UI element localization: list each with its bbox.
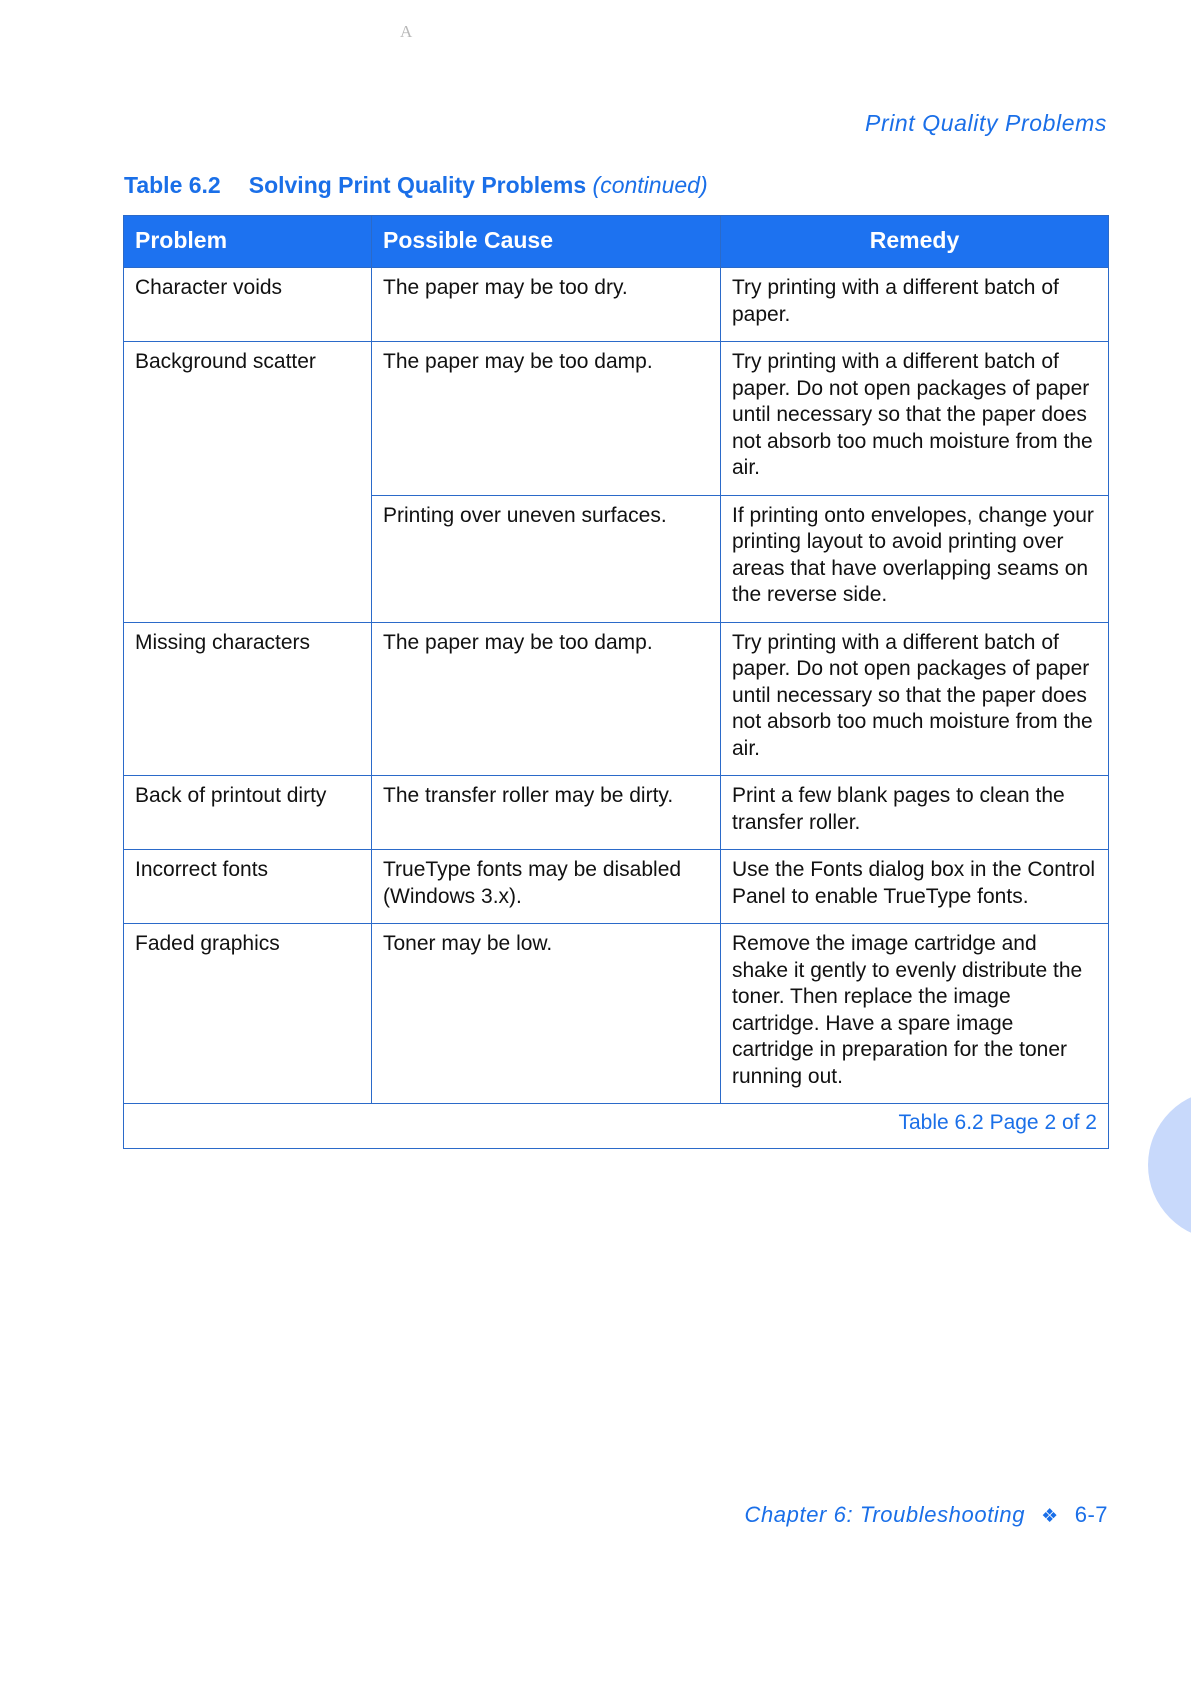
caption-continued: (continued) xyxy=(592,172,708,198)
remedy-cell: Print a few blank pages to clean the transfer roller. xyxy=(721,776,1109,850)
cause-cell: Toner may be low. xyxy=(372,924,721,1104)
corner-mark: A xyxy=(400,22,413,41)
remedy-cell: Try printing with a different batch of paper. Do not open packages of paper until necessary so that the paper does not absorb too much moisture from the air. xyxy=(721,342,1109,496)
cause-cell: The paper may be too damp. xyxy=(372,622,721,776)
table-row xyxy=(124,850,1109,924)
remedy-cell: Use the Fonts dialog box in the Control Panel to enable TrueType fonts. xyxy=(721,850,1109,924)
caption-number: Table 6.2 xyxy=(124,172,221,198)
problem-cell: Missing characters xyxy=(124,622,372,776)
problem-cell: Faded graphics xyxy=(124,924,372,1104)
problem-cell: Incorrect fonts xyxy=(124,850,372,924)
page-footer xyxy=(744,1502,1108,1528)
table-row xyxy=(124,924,1109,1104)
table-row xyxy=(124,268,1109,342)
header-possible-cause: Possible Cause xyxy=(372,216,721,268)
page-number: 6-7 xyxy=(1074,1502,1108,1527)
diamond-separator-icon: ❖ xyxy=(1041,1506,1059,1527)
footer-chapter: Chapter 6: Troubleshooting xyxy=(744,1502,1026,1527)
table-footer-row xyxy=(124,1104,1109,1149)
remedy-cell: If printing onto envelopes, change your printing layout to avoid printing over areas that have overlapping seams on the reverse side. xyxy=(721,495,1109,622)
header-remedy: Remedy xyxy=(721,216,1109,268)
table-caption xyxy=(124,172,708,199)
cause-cell: Printing over uneven surfaces. xyxy=(372,495,721,622)
table-header-row xyxy=(124,216,1109,268)
problem-cell: Character voids xyxy=(124,268,372,342)
remedy-cell: Try printing with a different batch of paper. Do not open packages of paper until necessary so that the paper does not absorb too much moisture from the air. xyxy=(721,622,1109,776)
running-head: Print Quality Problems xyxy=(865,110,1107,136)
cause-cell: The paper may be too damp. xyxy=(372,342,721,496)
table-row xyxy=(124,776,1109,850)
table-row xyxy=(124,622,1109,776)
caption-title: Solving Print Quality Problems xyxy=(248,172,587,198)
table-page-note: Table 6.2 Page 2 of 2 xyxy=(124,1104,1109,1149)
problem-cell: Background scatter xyxy=(124,342,372,623)
remedy-cell: Remove the image cartridge and shake it gently to evenly distribute the toner. Then replace the image cartridge. Have a spare image cartridge in preparation for the toner running out. xyxy=(721,924,1109,1104)
cause-cell: The paper may be too dry. xyxy=(372,268,721,342)
problem-cell: Back of printout dirty xyxy=(124,776,372,850)
header-problem: Problem xyxy=(124,216,372,268)
chapter-thumb-tab xyxy=(1148,1090,1191,1240)
remedy-cell: Try printing with a different batch of paper. xyxy=(721,268,1109,342)
table-row xyxy=(124,342,1109,496)
print-quality-table xyxy=(123,215,1109,1149)
cause-cell: The transfer roller may be dirty. xyxy=(372,776,721,850)
cause-cell: TrueType fonts may be disabled (Windows 3.x). xyxy=(372,850,721,924)
